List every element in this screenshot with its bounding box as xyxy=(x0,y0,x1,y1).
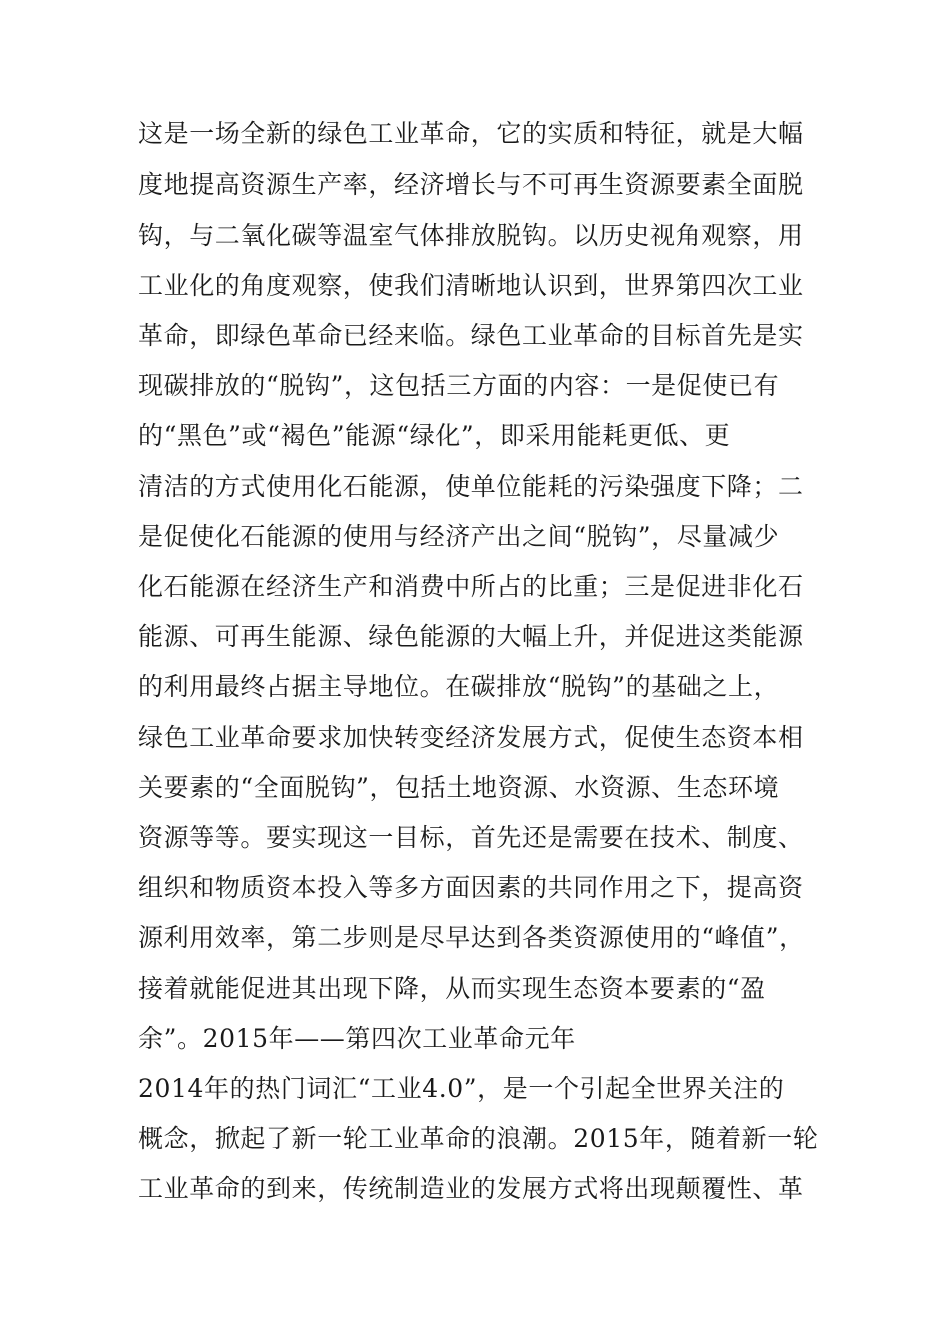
text-line: 钩，与二氧化碳等温室气体排放脱钩。以历史视角观察，用 xyxy=(138,221,804,250)
text-line: 的“黑色”或“褐色”能源“绿化”，即采用能耗更低、更 xyxy=(138,421,731,450)
text-line: 度地提高资源生产率，经济增长与不可再生资源要素全面脱 xyxy=(138,170,804,199)
text-line: 工业革命的到来，传统制造业的发展方式将出现颠覆性、革 xyxy=(138,1174,804,1203)
text-line: 资源等等。要实现这一目标，首先还是需要在技术、制度、 xyxy=(138,823,804,852)
text-line: 源利用效率，第二步则是尽早达到各类资源使用的“峰值”， xyxy=(138,923,805,952)
text-line: 接着就能促进其出现下降，从而实现生态资本要素的“盈 xyxy=(138,974,766,1003)
text-line: 组织和物质资本投入等多方面因素的共同作用之下，提高资 xyxy=(138,873,804,902)
text-line: 关要素的“全面脱钩”，包括土地资源、水资源、生态环境 xyxy=(138,773,780,802)
text-line: 是促使化石能源的使用与经济产出之间“脱钩”，尽量减少 xyxy=(138,522,780,551)
text-line: 现碳排放的“脱钩”，这包括三方面的内容：一是促使已有 xyxy=(138,371,780,400)
text-line: 化石能源在经济生产和消费中所占的比重；三是促进非化石 xyxy=(138,572,804,601)
text-line: 概念，掀起了新一轮工业革命的浪潮。2015年，随着新一轮 xyxy=(138,1124,819,1153)
text-line: 这是一场全新的绿色工业革命，它的实质和特征，就是大幅 xyxy=(138,119,804,148)
text-line: 工业化的角度观察，使我们清晰地认识到，世界第四次工业 xyxy=(138,271,804,300)
text-line: 能源、可再生能源、绿色能源的大幅上升，并促进这类能源 xyxy=(138,622,804,651)
text-line: 2014年的热门词汇“工业4.0”，是一个引起全世界关注的 xyxy=(138,1074,785,1103)
text-line: 的利用最终占据主导地位。在碳排放“脱钩”的基础之上， xyxy=(138,672,780,701)
text-line: 清洁的方式使用化石能源，使单位能耗的污染强度下降；二 xyxy=(138,472,804,501)
text-line: 绿色工业革命要求加快转变经济发展方式，促使生态资本相 xyxy=(138,723,804,752)
text-line: 革命，即绿色革命已经来临。绿色工业革命的目标首先是实 xyxy=(138,321,804,350)
text-line: 余”。2015年——第四次工业革命元年 xyxy=(138,1024,576,1053)
